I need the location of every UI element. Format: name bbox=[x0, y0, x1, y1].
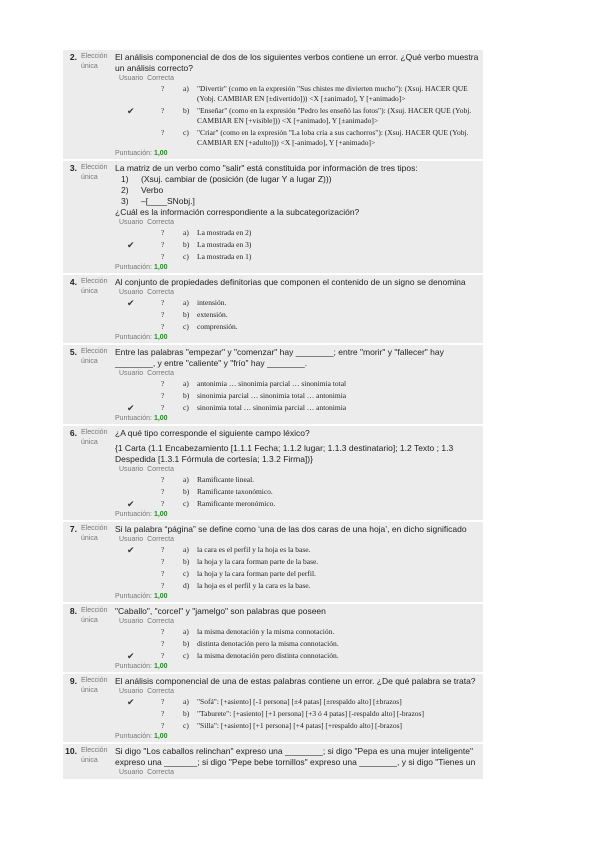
question-list bbox=[115, 174, 479, 207]
question-text bbox=[115, 746, 479, 768]
question-type-label: Elección única bbox=[81, 348, 108, 365]
option-text: sinonimia parcial … sinonimia total … antonimia bbox=[197, 391, 347, 400]
correct-unknown-marker: ? bbox=[161, 487, 165, 496]
question-text bbox=[115, 163, 479, 174]
option-text: la hoja y la cara forman parte del perfil. bbox=[197, 569, 316, 578]
option-text: comprensión. bbox=[197, 322, 238, 331]
answer-option bbox=[115, 390, 479, 402]
question-type-label: Elección única bbox=[81, 677, 108, 694]
option-letter: b) bbox=[183, 709, 190, 718]
score-line bbox=[115, 334, 479, 341]
question-list-item bbox=[115, 196, 479, 207]
question-number: 9. bbox=[69, 676, 77, 686]
user-column-label: Usuario bbox=[119, 618, 144, 625]
correct-unknown-marker: ? bbox=[161, 545, 165, 554]
score-label: Puntuación: bbox=[115, 511, 152, 518]
correct-unknown-marker: ? bbox=[161, 697, 165, 706]
correct-unknown-marker: ? bbox=[161, 709, 165, 718]
question-type-label: Elección única bbox=[81, 164, 108, 181]
score-line bbox=[115, 663, 479, 670]
correct-unknown-marker: ? bbox=[161, 391, 165, 400]
question-block bbox=[63, 604, 483, 674]
correct-unknown-marker: ? bbox=[161, 499, 165, 508]
correct-column-label: Correcta bbox=[147, 75, 174, 82]
checkmark-icon: ✔ bbox=[127, 403, 135, 413]
correct-unknown-marker: ? bbox=[161, 651, 165, 660]
option-letter: c) bbox=[183, 499, 189, 508]
user-column-label: Usuario bbox=[119, 219, 144, 226]
option-letter: b) bbox=[183, 240, 190, 249]
user-column-label: Usuario bbox=[119, 769, 144, 776]
list-item-number: 2) bbox=[121, 185, 129, 195]
correct-column-label: Correcta bbox=[147, 688, 174, 695]
option-letter: c) bbox=[183, 721, 189, 730]
option-text: sinonimia total … sinonimia parcial … antonimia bbox=[197, 403, 347, 412]
answer-option bbox=[115, 580, 479, 592]
user-column-label: Usuario bbox=[119, 289, 144, 296]
option-letter: a) bbox=[183, 298, 189, 307]
option-text: La mostrada en 2) bbox=[197, 228, 252, 237]
question-type-label: Elección única bbox=[81, 607, 108, 624]
answer-option bbox=[115, 544, 479, 556]
option-letter: b) bbox=[183, 639, 190, 648]
score-line bbox=[115, 150, 479, 157]
checkmark-icon: ✔ bbox=[127, 298, 135, 308]
answer-option bbox=[115, 297, 479, 309]
question-block bbox=[63, 50, 483, 161]
correct-column-label: Correcta bbox=[147, 618, 174, 625]
answer-column-header bbox=[119, 289, 479, 296]
question-paragraph: Si la palabra “página” se define como ‘una de las dos caras de una hoja’, en dicho significado bbox=[115, 524, 467, 534]
option-text: extensión. bbox=[197, 310, 228, 319]
question-block bbox=[63, 522, 483, 604]
question-paragraph: ¿A qué tipo corresponde el siguiente campo léxico? bbox=[115, 428, 310, 438]
answer-option bbox=[115, 239, 479, 251]
question-paragraph: Entre las palabras "empezar" y "comenzar" hay ________; entre "morir" y "fallecer" hay ________, y entre "caliente" y "frío" hay ________. bbox=[115, 347, 444, 368]
option-letter: d) bbox=[183, 581, 190, 590]
correct-column-label: Correcta bbox=[147, 536, 174, 543]
option-text: Ramificante meronómico. bbox=[197, 499, 276, 508]
option-text: "Enseñar" (como en la expresión "Pedro les enseñó las fotos"): (Xsuj. HACER QUE (Yobj. CAMBIAR EN [+visible])) <X [+animado], Y [±animado]> bbox=[197, 106, 472, 125]
correct-unknown-marker: ? bbox=[161, 581, 165, 590]
score-line bbox=[115, 264, 479, 271]
answer-option bbox=[115, 708, 479, 720]
checkmark-icon: ✔ bbox=[127, 106, 135, 116]
list-item-text: –[____SNobj.] bbox=[141, 196, 195, 206]
question-paragraph: "Caballo", "corcel" y "jamelgo" son palabras que poseen bbox=[115, 606, 326, 616]
option-text: Ramificante lineal. bbox=[197, 475, 255, 484]
correct-unknown-marker: ? bbox=[161, 252, 165, 261]
checkmark-icon: ✔ bbox=[127, 697, 135, 707]
list-item-number: 3) bbox=[121, 196, 129, 206]
correct-unknown-marker: ? bbox=[161, 310, 165, 319]
answer-column-header bbox=[119, 618, 479, 625]
question-block bbox=[63, 345, 483, 426]
question-block bbox=[63, 426, 483, 522]
answer-option bbox=[115, 227, 479, 239]
quiz-results-list bbox=[63, 50, 483, 781]
question-text bbox=[115, 676, 479, 687]
question-type-label: Elección única bbox=[81, 278, 108, 295]
answer-option bbox=[115, 638, 479, 650]
question-body bbox=[115, 277, 483, 341]
user-column-label: Usuario bbox=[119, 536, 144, 543]
option-text: intensión. bbox=[197, 298, 227, 307]
option-letter: b) bbox=[183, 310, 190, 319]
answer-option bbox=[115, 568, 479, 580]
correct-unknown-marker: ? bbox=[161, 322, 165, 331]
user-column-label: Usuario bbox=[119, 370, 144, 377]
question-paragraph: El análisis componencial de una de estas palabras contiene un error. ¿De qué palabra se trata? bbox=[115, 676, 476, 686]
list-item-text: (Xsuj. cambiar de (posición (de lugar Y a lugar Z))) bbox=[141, 174, 332, 184]
option-text: "Divertir" (como en la expresión "Sus chistes me divierten mucho"): (Xsuj. HACER QUE (Yobj. CAMBIAR EN [±divertido])) <X [±animado], Y [+animado]> bbox=[197, 84, 468, 103]
list-item-number: 1) bbox=[121, 174, 129, 184]
score-value: 1,00 bbox=[153, 593, 168, 600]
correct-unknown-marker: ? bbox=[161, 721, 165, 730]
score-label: Puntuación: bbox=[115, 415, 152, 422]
score-value: 1,00 bbox=[153, 511, 168, 518]
answer-option bbox=[115, 402, 479, 414]
option-letter: b) bbox=[183, 557, 190, 566]
question-block bbox=[63, 744, 483, 781]
answer-option bbox=[115, 378, 479, 390]
question-body bbox=[115, 676, 483, 740]
question-block bbox=[63, 275, 483, 345]
correct-unknown-marker: ? bbox=[161, 639, 165, 648]
score-line bbox=[115, 733, 479, 740]
option-text: La mostrada en 3) bbox=[197, 240, 252, 249]
score-line bbox=[115, 415, 479, 422]
score-label: Puntuación: bbox=[115, 334, 152, 341]
score-label: Puntuación: bbox=[115, 593, 152, 600]
answer-column-header bbox=[119, 688, 479, 695]
correct-unknown-marker: ? bbox=[161, 128, 165, 137]
question-paragraph: {1 Carta (1.1 Encabezamiento [1.1.1 Fecha; 1.1.2 lugar; 1.1.3 destinatario]; 1.2 Texto ; 1.3 Despedida [1.3.1 Fórmula de cortesía; 1.3.2 Firma])} bbox=[115, 443, 454, 464]
score-value: 1,00 bbox=[153, 733, 168, 740]
question-block bbox=[63, 674, 483, 744]
question-number: 2. bbox=[69, 52, 77, 62]
correct-column-label: Correcta bbox=[147, 769, 174, 776]
score-label: Puntuación: bbox=[115, 264, 152, 271]
correct-unknown-marker: ? bbox=[161, 84, 165, 93]
option-letter: c) bbox=[183, 128, 189, 137]
question-body bbox=[115, 52, 483, 157]
question-number: 8. bbox=[69, 606, 77, 616]
option-letter: a) bbox=[183, 475, 189, 484]
question-body bbox=[115, 347, 483, 422]
answer-option bbox=[115, 498, 479, 510]
score-value: 1,00 bbox=[153, 415, 168, 422]
question-type-label: Elección única bbox=[81, 53, 108, 70]
correct-unknown-marker: ? bbox=[161, 106, 165, 115]
question-type-label: Elección única bbox=[81, 525, 108, 542]
question-list-item bbox=[115, 185, 479, 196]
checkmark-icon: ✔ bbox=[127, 651, 135, 661]
option-text: la hoja y la cara forman parte de la base. bbox=[197, 557, 319, 566]
question-paragraph: Al conjunto de propiedades definitorias que componen el contenido de un signo se denomina bbox=[115, 277, 466, 287]
score-line bbox=[115, 593, 479, 600]
question-text bbox=[115, 277, 479, 288]
question-paragraph: Si digo "Los caballos relinchan" expreso una ________; si digo "Pepa es una mujer inteligente" expreso una _______; si digo "Pepe bebe tornillos" expreso una ________, y si digo "Tienes un bbox=[115, 746, 476, 767]
question-number: 7. bbox=[69, 524, 77, 534]
correct-unknown-marker: ? bbox=[161, 627, 165, 636]
option-text: la hoja es el perfil y la cara es la base. bbox=[197, 581, 311, 590]
question-body bbox=[115, 524, 483, 600]
answer-column-header bbox=[119, 75, 479, 82]
answer-option bbox=[115, 309, 479, 321]
correct-unknown-marker: ? bbox=[161, 475, 165, 484]
question-number: 6. bbox=[69, 428, 77, 438]
question-number: 4. bbox=[69, 277, 77, 287]
answer-option bbox=[115, 474, 479, 486]
correct-unknown-marker: ? bbox=[161, 569, 165, 578]
option-letter: a) bbox=[183, 379, 189, 388]
score-value: 1,00 bbox=[153, 264, 168, 271]
question-number: 5. bbox=[69, 347, 77, 357]
answer-option bbox=[115, 321, 479, 333]
question-subtext: ¿Cuál es la información correspondiente a la subcategorización? bbox=[115, 207, 360, 217]
answer-option bbox=[115, 696, 479, 708]
option-letter: c) bbox=[183, 403, 189, 412]
answer-column-header bbox=[119, 370, 479, 377]
question-list-item bbox=[115, 174, 479, 185]
user-column-label: Usuario bbox=[119, 75, 144, 82]
score-line bbox=[115, 511, 479, 518]
option-letter: c) bbox=[183, 569, 189, 578]
correct-unknown-marker: ? bbox=[161, 240, 165, 249]
correct-column-label: Correcta bbox=[147, 289, 174, 296]
answer-column-header bbox=[119, 219, 479, 226]
question-text bbox=[115, 52, 479, 74]
answer-option bbox=[115, 650, 479, 662]
correct-unknown-marker: ? bbox=[161, 298, 165, 307]
option-letter: b) bbox=[183, 487, 190, 496]
answer-option bbox=[115, 720, 479, 732]
answer-option bbox=[115, 486, 479, 498]
option-text: antonimia … sinonimia parcial … sinonimia total bbox=[197, 379, 347, 388]
checkmark-icon: ✔ bbox=[127, 499, 135, 509]
correct-unknown-marker: ? bbox=[161, 379, 165, 388]
option-text: distinta denotación pero la misma connotación. bbox=[197, 639, 339, 648]
option-letter: c) bbox=[183, 322, 189, 331]
score-label: Puntuación: bbox=[115, 733, 152, 740]
answer-option bbox=[115, 251, 479, 263]
option-letter: a) bbox=[183, 84, 189, 93]
question-type-label: Elección única bbox=[81, 429, 108, 446]
score-value: 1,00 bbox=[153, 663, 168, 670]
question-number: 3. bbox=[69, 163, 77, 173]
question-text bbox=[115, 524, 479, 535]
question-number: 10. bbox=[65, 746, 77, 756]
question-type-label: Elección única bbox=[81, 747, 108, 764]
option-text: la misma denotación y la misma connotación. bbox=[197, 627, 335, 636]
option-letter: a) bbox=[183, 545, 189, 554]
correct-column-label: Correcta bbox=[147, 370, 174, 377]
correct-column-label: Correcta bbox=[147, 466, 174, 473]
question-text bbox=[115, 428, 479, 465]
answer-column-header bbox=[119, 769, 479, 776]
option-letter: a) bbox=[183, 697, 189, 706]
option-letter: c) bbox=[183, 651, 189, 660]
question-body bbox=[115, 746, 483, 776]
question-text bbox=[115, 347, 479, 369]
score-label: Puntuación: bbox=[115, 663, 152, 670]
answer-column-header bbox=[119, 466, 479, 473]
option-letter: b) bbox=[183, 391, 190, 400]
option-text: Ramificante taxonómico. bbox=[197, 487, 273, 496]
answer-option bbox=[115, 556, 479, 568]
user-column-label: Usuario bbox=[119, 688, 144, 695]
correct-unknown-marker: ? bbox=[161, 403, 165, 412]
correct-unknown-marker: ? bbox=[161, 228, 165, 237]
question-block bbox=[63, 161, 483, 275]
option-text: "Silla": [+asiento] [+1 persona] [+4 patas] [+respaldo alto] [-brazos] bbox=[197, 721, 403, 730]
question-paragraph: El análisis componencial de dos de los siguientes verbos contiene un error. ¿Qué verbo muestra un análisis correcto? bbox=[115, 52, 479, 73]
option-text: la misma denotación pero distinta connotación. bbox=[197, 651, 339, 660]
option-text: la cara es el perfil y la hoja es la base. bbox=[197, 545, 311, 554]
question-body bbox=[115, 428, 483, 518]
correct-column-label: Correcta bbox=[147, 219, 174, 226]
checkmark-icon: ✔ bbox=[127, 545, 135, 555]
option-text: "Criar" (como en la expresión "La loba cría a sus cachorros"): (Xsuj. HACER QUE (Yobj. CAMBIAR EN [+adulto])) <X [-animado], Y [+animado]> bbox=[197, 128, 469, 147]
score-value: 1,00 bbox=[153, 334, 168, 341]
answer-column-header bbox=[119, 536, 479, 543]
user-column-label: Usuario bbox=[119, 466, 144, 473]
question-body bbox=[115, 163, 483, 271]
option-text: "Taburete": [+asiento] [+1 persona] [+3 ó 4 patas] [-respaldo alto] [-brazos] bbox=[197, 709, 424, 718]
answer-option bbox=[115, 83, 479, 105]
answer-option bbox=[115, 105, 479, 127]
score-value: 1,00 bbox=[153, 150, 168, 157]
answer-option bbox=[115, 127, 479, 149]
correct-unknown-marker: ? bbox=[161, 557, 165, 566]
option-letter: a) bbox=[183, 228, 189, 237]
question-body bbox=[115, 606, 483, 670]
option-letter: b) bbox=[183, 106, 190, 115]
option-text: La mostrada en 1) bbox=[197, 252, 252, 261]
question-text bbox=[115, 606, 479, 617]
question-paragraph: La matriz de un verbo como "salir" está constituida por información de tres tipos: bbox=[115, 163, 418, 173]
option-text: "Sofá": [+asiento] [-1 persona] [±4 patas] [±respaldo alto] [±brazos] bbox=[197, 697, 402, 706]
checkmark-icon: ✔ bbox=[127, 240, 135, 250]
option-letter: a) bbox=[183, 627, 189, 636]
answer-option bbox=[115, 626, 479, 638]
option-letter: c) bbox=[183, 252, 189, 261]
score-label: Puntuación: bbox=[115, 150, 152, 157]
list-item-text: Verbo bbox=[141, 185, 164, 195]
